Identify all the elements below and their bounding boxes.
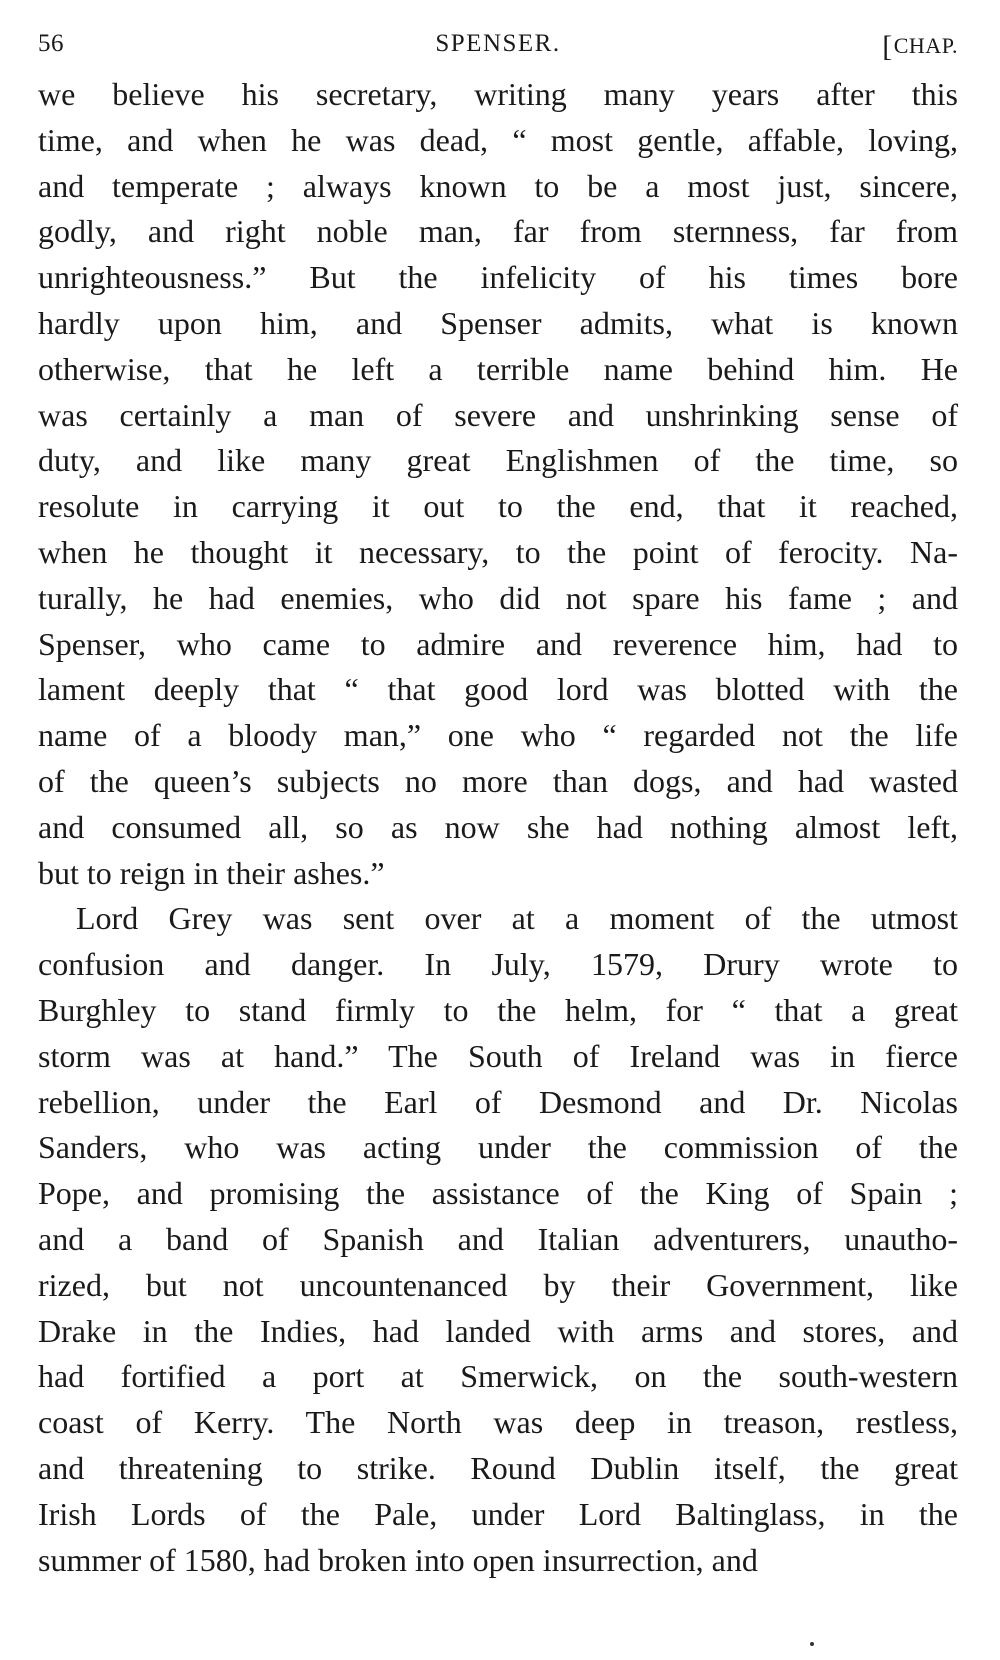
text-line: had fortified a port at Smerwick, on the south-western — [38, 1358, 958, 1395]
text-line: hardly upon him, and Spenser admits, what is known — [38, 304, 958, 341]
text-line: unrighteousness.” But the infelicity of his times bore — [38, 259, 958, 296]
paragraph — [38, 896, 958, 1583]
text-line: of the queen’s subjects no more than dogs, and had wasted — [38, 762, 958, 799]
text-line: Spenser, who came to admire and reverence him, had to — [38, 625, 958, 662]
bracket-glyph: [ — [882, 30, 893, 63]
ink-speck — [810, 1642, 814, 1646]
text-line: lament deeply that “ that good lord was blotted with the — [38, 671, 958, 708]
text-line: storm was at hand.” The South of Ireland was in fierce — [38, 1037, 958, 1074]
text-line: otherwise, that he left a terrible name behind him. He — [38, 350, 958, 387]
text-line: when he thought it necessary, to the point of ferocity. Na- — [38, 533, 958, 570]
text-line: was certainly a man of severe and unshrinking sense of — [38, 396, 958, 433]
text-line: and temperate ; always known to be a most just, sincere, — [38, 167, 958, 204]
text-line: rized, but not uncountenanced by their Government, like — [38, 1266, 958, 1303]
text-line: coast of Kerry. The North was deep in treason, restless, — [38, 1404, 958, 1441]
text-line: confusion and danger. In July, 1579, Drury wrote to — [38, 946, 958, 983]
text-line: time, and when he was dead, “ most gentle, affable, loving, — [38, 121, 958, 158]
text-line: Pope, and promising the assistance of the King of Spain ; — [38, 1175, 958, 1212]
text-line: we believe his secretary, writing many years after this — [38, 76, 958, 112]
text-line: turally, he had enemies, who did not spare his fame ; and — [38, 579, 958, 616]
text-line: duty, and like many great Englishmen of the time, so — [38, 442, 958, 479]
text-line: and threatening to strike. Round Dublin itself, the great — [38, 1449, 958, 1486]
text-line: godly, and right noble man, far from sternness, far from — [38, 213, 958, 250]
text-line: but to reign in their ashes.” — [38, 854, 385, 891]
book-page — [38, 28, 958, 1583]
text-line: summer of 1580, had broken into open insurrection, and — [38, 1541, 758, 1578]
text-line: rebellion, under the Earl of Desmond and Dr. Nicolas — [38, 1083, 958, 1120]
text-line: Irish Lords of the Pale, under Lord Baltinglass, in the — [38, 1495, 958, 1532]
text-line: and a band of Spanish and Italian adventurers, unautho- — [38, 1220, 958, 1257]
running-head — [38, 28, 958, 72]
chapter-mark-text: CHAP. — [893, 33, 958, 58]
text-line: and consumed all, so as now she had nothing almost left, — [38, 808, 958, 845]
running-title: SPENSER. — [435, 30, 561, 57]
chapter-mark — [882, 30, 958, 64]
text-line: Burghley to stand firmly to the helm, for “ that a great — [38, 991, 958, 1028]
body-text — [38, 72, 958, 1583]
text-line: name of a bloody man,” one who “ regarded not the life — [38, 717, 958, 754]
text-line: resolute in carrying it out to the end, that it reached, — [38, 488, 958, 525]
text-line: Lord Grey was sent over at a moment of the utmost — [76, 900, 958, 937]
text-line: Sanders, who was acting under the commission of the — [38, 1129, 958, 1166]
paragraph — [38, 72, 958, 896]
text-line: Drake in the Indies, had landed with arms and stores, and — [38, 1312, 958, 1349]
page-number: 56 — [38, 30, 64, 57]
